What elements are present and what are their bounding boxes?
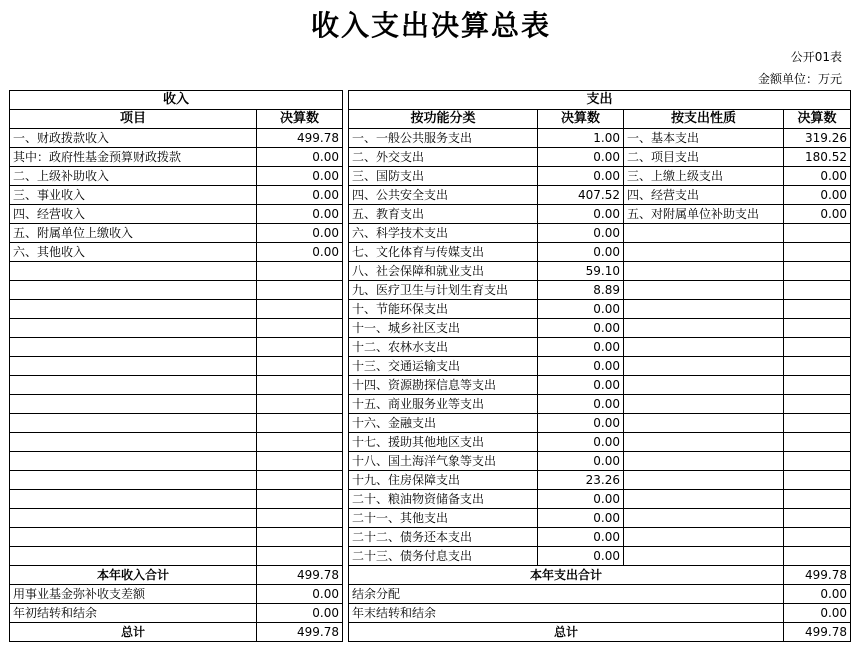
income-item-value: 0.00: [257, 186, 343, 205]
expense-section-header: 支出: [349, 91, 851, 110]
nature-item-value: [784, 300, 851, 319]
table-row: [10, 262, 851, 281]
income-item-value: 499.78: [257, 129, 343, 148]
income-item-label: [10, 281, 257, 300]
nature-item-label: [624, 376, 784, 395]
nature-item-label: [624, 452, 784, 471]
income-item-value: [257, 414, 343, 433]
page-title: 收入支出决算总表: [310, 9, 551, 42]
nature-item-value: [784, 452, 851, 471]
income-item-label: [10, 300, 257, 319]
nature-item-value: [784, 509, 851, 528]
function-item-label: 四、公共安全支出: [349, 186, 538, 205]
nature-item-value: [784, 281, 851, 300]
begin-carryover-label: 年初结转和结余: [10, 604, 257, 623]
expense-total-value: 499.78: [784, 566, 851, 585]
income-item-value: [257, 300, 343, 319]
income-fund-value: 0.00: [257, 585, 343, 604]
function-item-value: 0.00: [538, 528, 624, 547]
income-item-label: [10, 490, 257, 509]
table-row: [10, 509, 851, 528]
table-row: [10, 148, 851, 167]
distribution-label: 结余分配: [349, 585, 784, 604]
income-fund-label: 用事业基金弥补收支差额: [10, 585, 257, 604]
grand-expense-label: 总计: [349, 623, 784, 642]
grand-expense-value: 499.78: [784, 623, 851, 642]
nature-item-label: [624, 319, 784, 338]
function-item-label: 五、教育支出: [349, 205, 538, 224]
income-item-label: [10, 509, 257, 528]
nature-item-value: [784, 395, 851, 414]
nature-item-label: [624, 243, 784, 262]
income-item-value: 0.00: [257, 167, 343, 186]
table-row: [10, 186, 851, 205]
nature-item-label: [624, 224, 784, 243]
function-item-label: 二十三、债务付息支出: [349, 547, 538, 566]
income-item-value: [257, 395, 343, 414]
income-item-label: [10, 395, 257, 414]
nature-header: 按支出性质: [624, 110, 784, 129]
function-item-value: 0.00: [538, 357, 624, 376]
function-item-value: 0.00: [538, 243, 624, 262]
function-item-label: 八、社会保障和就业支出: [349, 262, 538, 281]
income-item-value: 0.00: [257, 148, 343, 167]
function-item-value: 0.00: [538, 452, 624, 471]
table-row: [10, 433, 851, 452]
function-item-value: 407.52: [538, 186, 624, 205]
income-total-label: 本年收入合计: [10, 566, 257, 585]
income-item-label: [10, 547, 257, 566]
function-item-value: 0.00: [538, 547, 624, 566]
nature-item-label: [624, 395, 784, 414]
nature-item-label: [624, 471, 784, 490]
nature-item-value: [784, 338, 851, 357]
function-item-label: 二十、粮油物资储备支出: [349, 490, 538, 509]
function-item-value: 0.00: [538, 376, 624, 395]
function-item-label: 一、一般公共服务支出: [349, 129, 538, 148]
grand-income-value: 499.78: [257, 623, 343, 642]
table-row: [10, 395, 851, 414]
nature-item-value: 0.00: [784, 205, 851, 224]
nature-item-label: [624, 433, 784, 452]
nature-item-label: [624, 338, 784, 357]
table-row: [10, 129, 851, 148]
income-item-value: [257, 262, 343, 281]
nature-item-value: [784, 224, 851, 243]
nature-amount-header: 决算数: [784, 110, 851, 129]
nature-item-label: [624, 414, 784, 433]
function-item-label: 三、国防支出: [349, 167, 538, 186]
table-row: [10, 338, 851, 357]
nature-item-label: [624, 490, 784, 509]
function-item-label: 二十一、其他支出: [349, 509, 538, 528]
function-item-value: 23.26: [538, 471, 624, 490]
function-item-value: 0.00: [538, 224, 624, 243]
income-item-value: [257, 452, 343, 471]
nature-item-value: [784, 414, 851, 433]
function-item-value: 0.00: [538, 167, 624, 186]
function-item-label: 六、科学技术支出: [349, 224, 538, 243]
function-item-label: 十四、资源勘探信息等支出: [349, 376, 538, 395]
nature-item-value: [784, 490, 851, 509]
function-item-value: 8.89: [538, 281, 624, 300]
function-item-value: 0.00: [538, 490, 624, 509]
income-item-value: [257, 338, 343, 357]
fund-row: [10, 585, 851, 604]
income-item-label: [10, 433, 257, 452]
nature-item-value: [784, 528, 851, 547]
nature-item-value: 0.00: [784, 167, 851, 186]
table-row: [10, 167, 851, 186]
income-item-value: 0.00: [257, 205, 343, 224]
income-section-header: 收入: [10, 91, 343, 110]
income-item-label: [10, 414, 257, 433]
nature-item-value: [784, 376, 851, 395]
carryover-row: [10, 604, 851, 623]
function-item-label: 二、外交支出: [349, 148, 538, 167]
function-item-label: 十、节能环保支出: [349, 300, 538, 319]
income-item-value: [257, 509, 343, 528]
nature-item-value: [784, 262, 851, 281]
income-item-label: [10, 471, 257, 490]
table-row: [10, 490, 851, 509]
income-item-value: 0.00: [257, 243, 343, 262]
column-header-row: [10, 110, 851, 129]
function-item-label: 十一、城乡社区支出: [349, 319, 538, 338]
nature-item-label: [624, 509, 784, 528]
table-row: [10, 281, 851, 300]
nature-item-value: 0.00: [784, 186, 851, 205]
function-item-label: 十三、交通运输支出: [349, 357, 538, 376]
nature-item-value: 180.52: [784, 148, 851, 167]
function-amount-header: 决算数: [538, 110, 624, 129]
income-item-label: [10, 262, 257, 281]
income-item-value: [257, 357, 343, 376]
function-header: 按功能分类: [349, 110, 538, 129]
function-item-value: 59.10: [538, 262, 624, 281]
income-item-value: [257, 471, 343, 490]
function-item-value: 0.00: [538, 414, 624, 433]
function-item-value: 0.00: [538, 300, 624, 319]
income-item-value: [257, 319, 343, 338]
table-row: [10, 319, 851, 338]
table-row: [10, 452, 851, 471]
income-item-label: [10, 452, 257, 471]
nature-item-value: [784, 547, 851, 566]
table-code: 公开01表: [790, 50, 842, 64]
income-item-label: [10, 319, 257, 338]
end-carryover-value: 0.00: [784, 604, 851, 623]
income-item-value: [257, 490, 343, 509]
income-item-label: 四、经营收入: [10, 205, 257, 224]
grand-total-row: [10, 623, 851, 642]
table-row: [10, 357, 851, 376]
nature-item-value: [784, 433, 851, 452]
item-header: 项目: [10, 110, 257, 129]
table-row: [10, 224, 851, 243]
nature-item-value: 319.26: [784, 129, 851, 148]
function-item-label: 十八、国土海洋气象等支出: [349, 452, 538, 471]
function-item-label: 二十二、债务还本支出: [349, 528, 538, 547]
table-row: [10, 547, 851, 566]
nature-item-label: 二、项目支出: [624, 148, 784, 167]
function-item-value: 0.00: [538, 319, 624, 338]
table-row: [10, 471, 851, 490]
income-item-label: [10, 528, 257, 547]
table-row: [10, 414, 851, 433]
income-item-label: 其中：政府性基金预算财政拨款: [10, 148, 257, 167]
amount-unit: 金额单位：万元: [757, 72, 842, 86]
income-item-label: 三、事业收入: [10, 186, 257, 205]
begin-carryover-value: 0.00: [257, 604, 343, 623]
income-amount-header: 决算数: [257, 110, 343, 129]
income-item-label: 六、其他收入: [10, 243, 257, 262]
table-row: [10, 300, 851, 319]
function-item-label: 九、医疗卫生与计划生育支出: [349, 281, 538, 300]
income-item-value: [257, 547, 343, 566]
function-item-value: 0.00: [538, 395, 624, 414]
nature-item-value: [784, 319, 851, 338]
nature-item-value: [784, 471, 851, 490]
income-item-value: [257, 281, 343, 300]
nature-item-label: 四、经营支出: [624, 186, 784, 205]
income-item-value: [257, 376, 343, 395]
annual-total-row: [10, 566, 851, 585]
nature-item-label: [624, 528, 784, 547]
income-item-label: [10, 338, 257, 357]
expense-total-label: 本年支出合计: [349, 566, 784, 585]
function-item-label: 十二、农林水支出: [349, 338, 538, 357]
function-item-label: 七、文化体育与传媒支出: [349, 243, 538, 262]
function-item-label: 十七、援助其他地区支出: [349, 433, 538, 452]
nature-item-label: 一、基本支出: [624, 129, 784, 148]
function-item-label: 十六、金融支出: [349, 414, 538, 433]
income-item-label: 二、上级补助收入: [10, 167, 257, 186]
nature-item-label: [624, 281, 784, 300]
nature-item-label: [624, 300, 784, 319]
function-item-value: 1.00: [538, 129, 624, 148]
end-carryover-label: 年末结转和结余: [349, 604, 784, 623]
nature-item-label: 五、对附属单位补助支出: [624, 205, 784, 224]
income-item-label: [10, 357, 257, 376]
section-header-row: [10, 91, 851, 110]
table-row: [10, 243, 851, 262]
nature-item-label: [624, 547, 784, 566]
income-item-label: 一、财政拨款收入: [10, 129, 257, 148]
table-row: [10, 205, 851, 224]
nature-item-label: [624, 262, 784, 281]
nature-item-value: [784, 243, 851, 262]
grand-income-label: 总计: [10, 623, 257, 642]
function-item-value: 0.00: [538, 509, 624, 528]
function-item-value: 0.00: [538, 433, 624, 452]
nature-item-label: [624, 357, 784, 376]
income-item-label: [10, 376, 257, 395]
income-item-value: 0.00: [257, 224, 343, 243]
function-item-label: 十九、住房保障支出: [349, 471, 538, 490]
table-row: [10, 528, 851, 547]
function-item-value: 0.00: [538, 338, 624, 357]
income-item-value: [257, 433, 343, 452]
income-item-label: 五、附属单位上缴收入: [10, 224, 257, 243]
function-item-value: 0.00: [538, 148, 624, 167]
nature-item-value: [784, 357, 851, 376]
function-item-label: 十五、商业服务业等支出: [349, 395, 538, 414]
function-item-value: 0.00: [538, 205, 624, 224]
nature-item-label: 三、上缴上级支出: [624, 167, 784, 186]
distribution-value: 0.00: [784, 585, 851, 604]
budget-table: [9, 90, 851, 642]
income-total-value: 499.78: [257, 566, 343, 585]
table-row: [10, 376, 851, 395]
income-item-value: [257, 528, 343, 547]
